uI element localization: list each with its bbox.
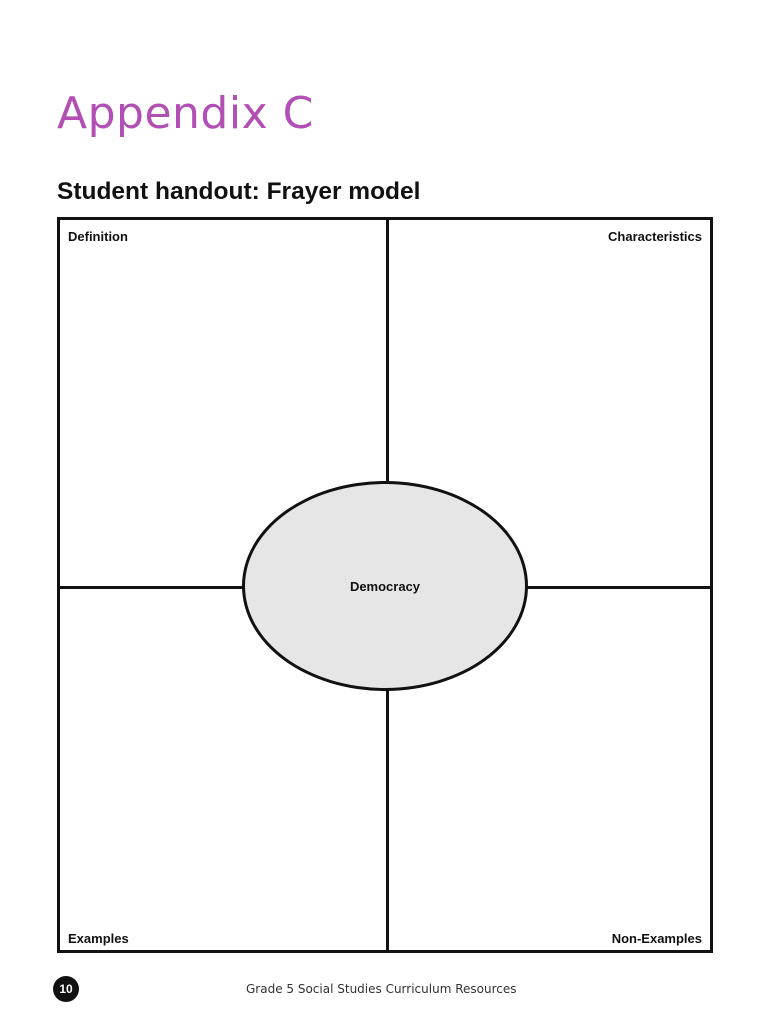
center-term: Democracy	[349, 578, 421, 594]
quadrant-label-non-examples: Non-Examples	[611, 931, 702, 946]
appendix-title: Appendix C	[57, 88, 314, 139]
quadrant-label-definition: Definition	[68, 229, 128, 244]
frayer-model-diagram	[57, 217, 713, 953]
page-number-badge: 10	[53, 976, 79, 1002]
handout-heading: Student handout: Frayer model	[57, 178, 421, 205]
quadrant-label-characteristics: Characteristics	[608, 229, 702, 244]
center-term-oval	[242, 481, 528, 691]
quadrant-label-examples: Examples	[68, 931, 129, 946]
footer-publication-title: Grade 5 Social Studies Curriculum Resources	[246, 982, 517, 996]
